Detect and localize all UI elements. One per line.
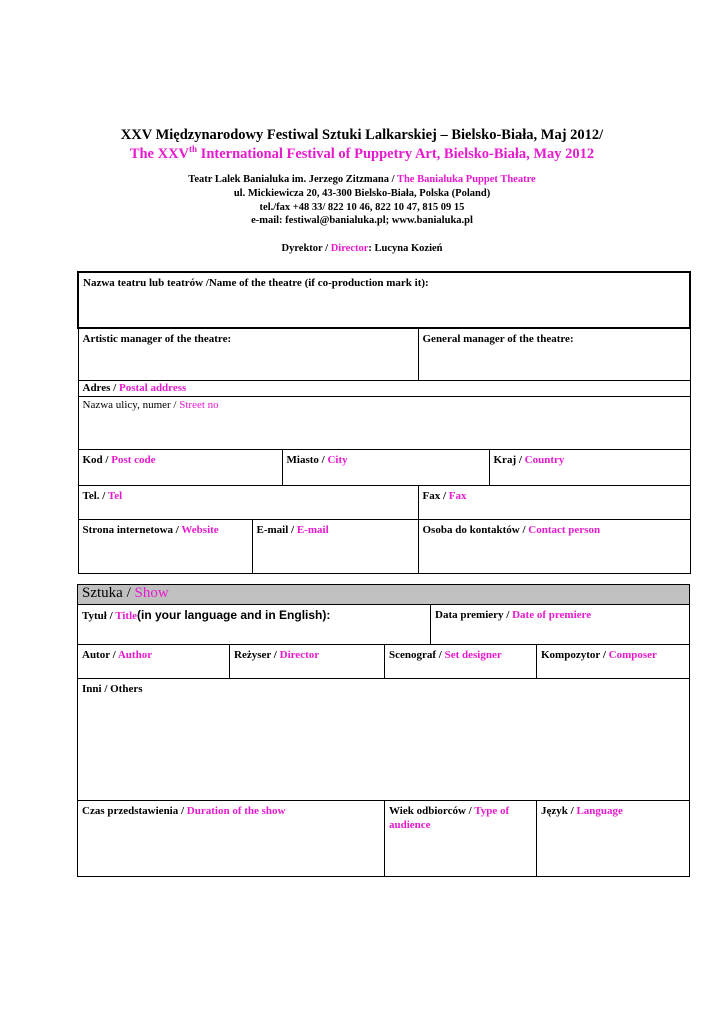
artistic-manager-field[interactable] (78, 328, 418, 380)
show-section-heading: Sztuka / Show (78, 585, 690, 605)
contact-person-field[interactable]: Osoba do kontaktów / Contact person (418, 519, 690, 573)
festival-title-pl: XXV Międzynarodowy Festiwal Sztuki Lalkarskiej – Bielsko-Biała, Maj 2012/ (120, 127, 604, 143)
festival-title-en: The XXVth International Festival of Puppetry Art, Bielsko-Biała, May 2012 (129, 144, 595, 162)
fax-field[interactable]: Fax / Fax (418, 485, 690, 519)
director-field[interactable]: Reżyser / Director (230, 645, 385, 679)
street-address: ul. Mickiewicza 20, 43-300 Bielsko-Biała, Polska (Poland) (233, 188, 491, 199)
street-field[interactable]: Nazwa ulicy, numer / Street no (78, 396, 690, 449)
theatre-name-field[interactable] (78, 272, 690, 328)
phone-fax: tel./fax +48 33/ 822 10 46, 822 10 47, 815 09 15 (259, 202, 465, 213)
website-field[interactable]: Strona internetowa / Website (78, 519, 252, 573)
tel-field[interactable]: Tel. / Tel (78, 485, 418, 519)
composer-field[interactable]: Kompozytor / Composer (537, 645, 690, 679)
show-title-field[interactable]: Tytuł / Title(in your language and in English): (78, 605, 431, 645)
theatre-name-label: Nazwa teatru lub teatrów /Name of the theatre (if co-production mark it): (83, 277, 429, 289)
artistic-manager-label: Artistic manager of the theatre: (82, 333, 232, 345)
country-field[interactable]: Kraj / Country (489, 449, 690, 485)
language-field[interactable]: Język / Language (537, 801, 690, 877)
others-field[interactable]: Inni / Others (78, 679, 690, 801)
general-manager-label: General manager of the theatre: (422, 333, 574, 345)
theatre-form-table (77, 271, 691, 574)
postcode-field[interactable]: Kod / Post code (78, 449, 282, 485)
theatre-name: Teatr Lalek Banialuka im. Jerzego Zitzmana / The Banialuka Puppet Theatre (188, 174, 536, 185)
director-line: Dyrektor / Director: Lucyna Kozień (281, 243, 443, 254)
email-field[interactable]: E-mail / E-mail (252, 519, 418, 573)
duration-field[interactable]: Czas przedstawienia / Duration of the show (78, 801, 385, 877)
general-manager-field[interactable] (418, 328, 690, 380)
author-field[interactable]: Autor / Author (78, 645, 230, 679)
show-form-table (77, 584, 690, 877)
postal-address-heading: Adres / Postal address (78, 380, 690, 396)
email-website: e-mail: festiwal@banialuka.pl; www.banialuka.pl (251, 215, 473, 226)
set-designer-field[interactable]: Scenograf / Set designer (385, 645, 537, 679)
premiere-date-field[interactable]: Data premiery / Date of premiere (431, 605, 690, 645)
city-field[interactable]: Miasto / City (282, 449, 489, 485)
audience-field[interactable]: Wiek odbiorców / Type of audience (385, 801, 537, 877)
